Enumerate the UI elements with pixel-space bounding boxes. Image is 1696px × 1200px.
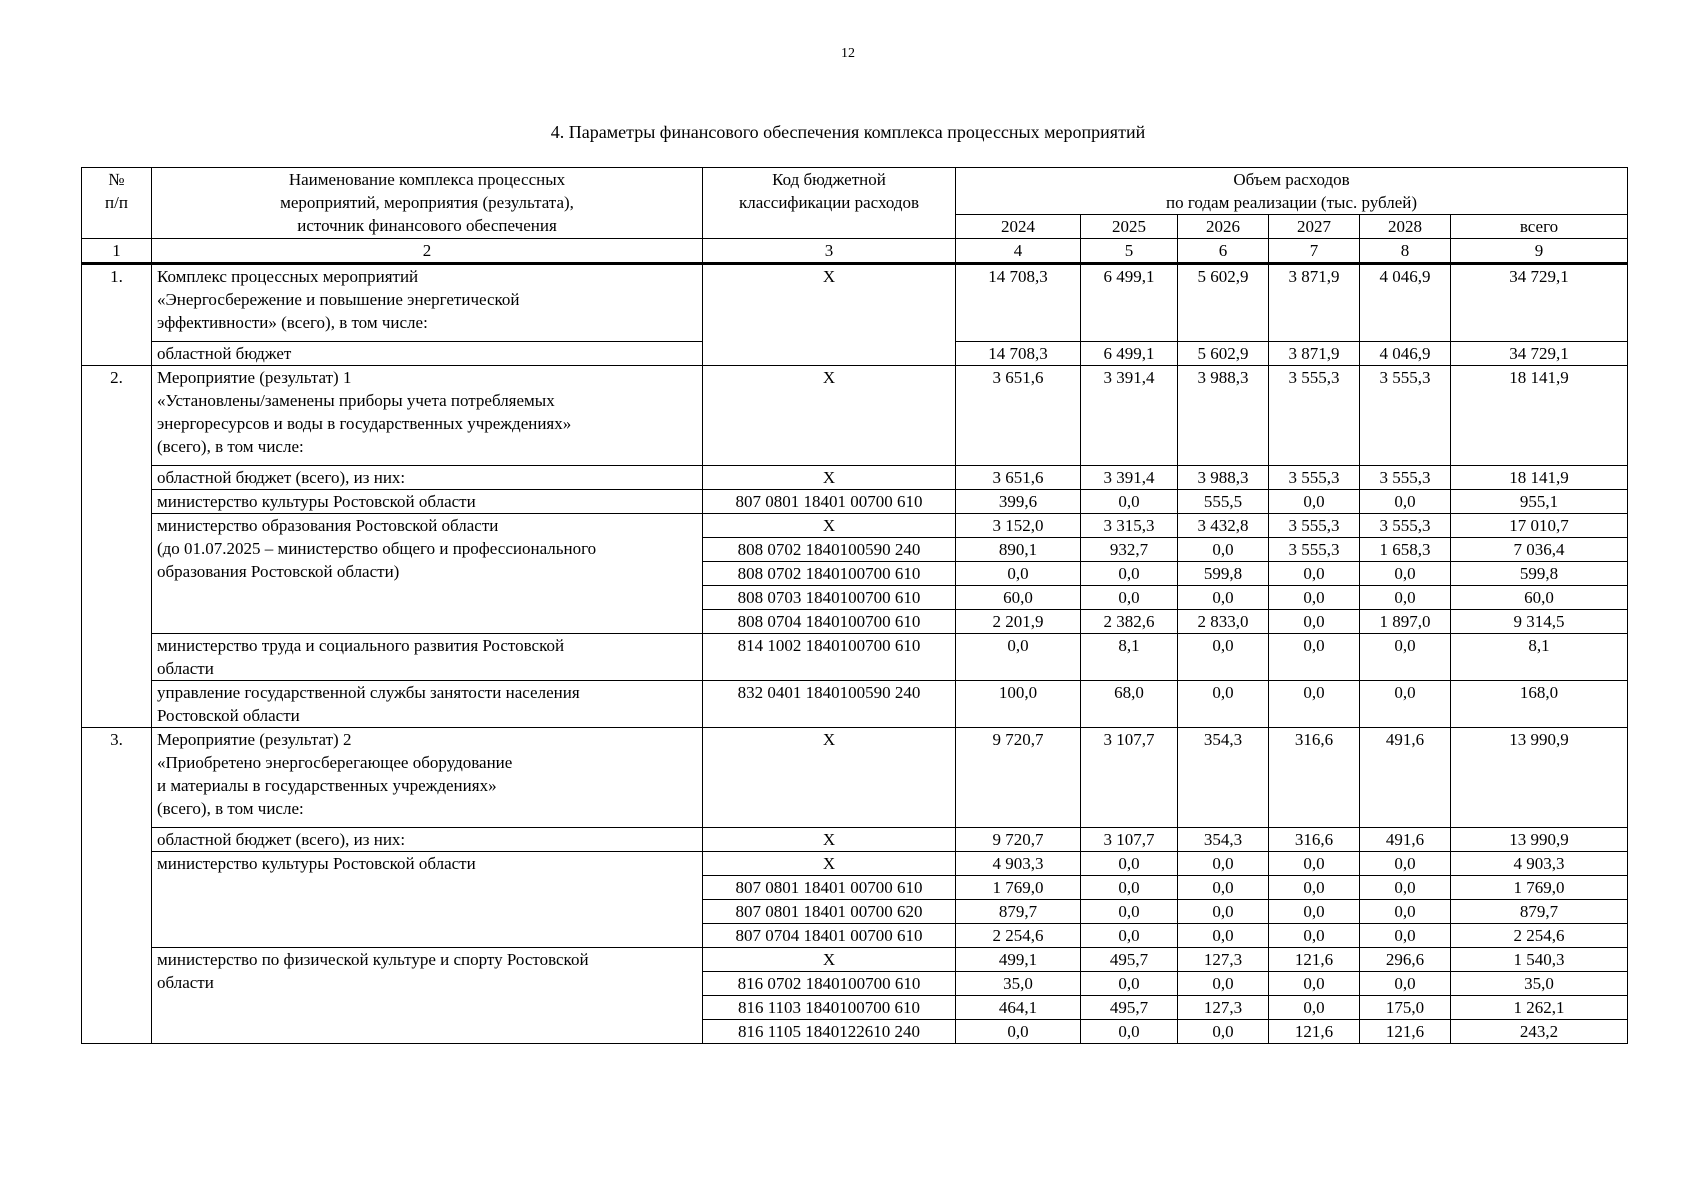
amount: 0,0 bbox=[1178, 1020, 1269, 1044]
amount: 3 555,3 bbox=[1360, 466, 1451, 490]
text-line: эффективности» (всего), в том числе: bbox=[157, 313, 428, 332]
amount: 316,6 bbox=[1269, 728, 1360, 828]
budget-code: 816 0702 1840100700 610 bbox=[703, 972, 956, 996]
amount: 0,0 bbox=[1360, 924, 1451, 948]
amount: 3 871,9 bbox=[1269, 264, 1360, 342]
table-row bbox=[82, 948, 1628, 972]
amount: 879,7 bbox=[956, 900, 1081, 924]
year-header: 2025 bbox=[1081, 215, 1178, 239]
budget-code: 807 0801 18401 00700 620 bbox=[703, 900, 956, 924]
text-line: п/п bbox=[105, 193, 128, 212]
amount: 599,8 bbox=[1178, 562, 1269, 586]
amount: 3 555,3 bbox=[1269, 514, 1360, 538]
amount: 0,0 bbox=[1269, 586, 1360, 610]
table-row bbox=[82, 514, 1628, 538]
amount: 3 871,9 bbox=[1269, 342, 1360, 366]
amount: 0,0 bbox=[1360, 562, 1451, 586]
amount: 0,0 bbox=[1178, 852, 1269, 876]
amount: 0,0 bbox=[956, 562, 1081, 586]
amount: 0,0 bbox=[1360, 852, 1451, 876]
amount: 3 988,3 bbox=[1178, 366, 1269, 466]
amount: 4 046,9 bbox=[1360, 342, 1451, 366]
text-line: «Энергосбережение и повышение энергетической bbox=[157, 290, 520, 309]
source-name bbox=[152, 342, 703, 366]
source-name bbox=[152, 852, 703, 948]
source-name bbox=[152, 681, 703, 728]
amount: 60,0 bbox=[1451, 586, 1628, 610]
budget-code: 808 0702 1840100590 240 bbox=[703, 538, 956, 562]
text-line: области bbox=[157, 659, 214, 678]
text-line: энергоресурсов и воды в государственных учреждениях» bbox=[157, 414, 572, 433]
header-row bbox=[82, 168, 1628, 215]
amount: 0,0 bbox=[1360, 490, 1451, 514]
amount: 3 432,8 bbox=[1178, 514, 1269, 538]
amount: 296,6 bbox=[1360, 948, 1451, 972]
amount: 17 010,7 bbox=[1451, 514, 1628, 538]
budget-code: X bbox=[703, 948, 956, 972]
amount: 316,6 bbox=[1269, 828, 1360, 852]
text-line: областной бюджет (всего), из них: bbox=[157, 830, 406, 849]
amount: 175,0 bbox=[1360, 996, 1451, 1020]
budget-code: X bbox=[703, 828, 956, 852]
text-line: управление государственной службы занятости населения bbox=[157, 683, 580, 702]
column-number: 1 bbox=[82, 239, 152, 264]
amount: 491,6 bbox=[1360, 828, 1451, 852]
amount: 0,0 bbox=[1081, 562, 1178, 586]
amount: 3 555,3 bbox=[1269, 538, 1360, 562]
item-name bbox=[152, 728, 703, 828]
amount: 3 555,3 bbox=[1269, 466, 1360, 490]
table-row bbox=[82, 681, 1628, 728]
amount: 3 555,3 bbox=[1360, 514, 1451, 538]
amount: 955,1 bbox=[1451, 490, 1628, 514]
amount: 68,0 bbox=[1081, 681, 1178, 728]
amount: 0,0 bbox=[1178, 900, 1269, 924]
text-line: министерство труда и социального развития Ростовской bbox=[157, 636, 565, 655]
row-number: 3. bbox=[82, 728, 152, 1044]
text-line: Объем расходов bbox=[1233, 170, 1350, 189]
amount: 8,1 bbox=[1081, 634, 1178, 681]
text-line: министерство культуры Ростовской области bbox=[157, 492, 476, 511]
amount: 0,0 bbox=[1081, 852, 1178, 876]
text-line: Мероприятие (результат) 2 bbox=[157, 730, 352, 749]
row-number: 1. bbox=[82, 264, 152, 366]
amount: 0,0 bbox=[956, 634, 1081, 681]
amount: 13 990,9 bbox=[1451, 728, 1628, 828]
amount: 0,0 bbox=[1178, 538, 1269, 562]
amount: 3 107,7 bbox=[1081, 828, 1178, 852]
budget-code: 807 0801 18401 00700 610 bbox=[703, 876, 956, 900]
text-line: по годам реализации (тыс. рублей) bbox=[1165, 193, 1418, 212]
amount: 0,0 bbox=[1081, 900, 1178, 924]
amount: 9 720,7 bbox=[956, 828, 1081, 852]
text-line: Наименование комплекса процессных bbox=[288, 170, 566, 189]
source-name bbox=[152, 514, 703, 634]
amount: 0,0 bbox=[1081, 490, 1178, 514]
text-line: министерство по физической культуре и спорту Ростовской bbox=[157, 950, 589, 969]
amount: 0,0 bbox=[1269, 996, 1360, 1020]
amount: 0,0 bbox=[1360, 681, 1451, 728]
amount: 0,0 bbox=[1178, 586, 1269, 610]
text-line: «Приобретено энергосберегающее оборудование bbox=[157, 753, 513, 772]
amount: 0,0 bbox=[1269, 634, 1360, 681]
amount: 35,0 bbox=[1451, 972, 1628, 996]
amount: 0,0 bbox=[1269, 900, 1360, 924]
amount: 0,0 bbox=[1178, 634, 1269, 681]
row-number: 2. bbox=[82, 366, 152, 728]
amount: 6 499,1 bbox=[1081, 264, 1178, 342]
amount: 2 833,0 bbox=[1178, 610, 1269, 634]
amount: 35,0 bbox=[956, 972, 1081, 996]
amount: 932,7 bbox=[1081, 538, 1178, 562]
text-line: источник финансового обеспечения bbox=[297, 216, 557, 235]
amount: 0,0 bbox=[1178, 924, 1269, 948]
amount: 0,0 bbox=[1081, 924, 1178, 948]
amount: 1 540,3 bbox=[1451, 948, 1628, 972]
amount: 60,0 bbox=[956, 586, 1081, 610]
text-line: области bbox=[157, 973, 214, 992]
amount: 1 658,3 bbox=[1360, 538, 1451, 562]
amount: 0,0 bbox=[1081, 876, 1178, 900]
budget-code: 814 1002 1840100700 610 bbox=[703, 634, 956, 681]
amount: 127,3 bbox=[1178, 948, 1269, 972]
amount: 8,1 bbox=[1451, 634, 1628, 681]
amount: 1 769,0 bbox=[956, 876, 1081, 900]
text-line: (до 01.07.2025 – министерство общего и профессионального bbox=[157, 539, 597, 558]
amount: 7 036,4 bbox=[1451, 538, 1628, 562]
column-number: 4 bbox=[956, 239, 1081, 264]
amount: 0,0 bbox=[1360, 876, 1451, 900]
budget-code: X bbox=[703, 728, 956, 828]
amount: 2 382,6 bbox=[1081, 610, 1178, 634]
amount: 354,3 bbox=[1178, 728, 1269, 828]
budget-code: 816 1105 1840122610 240 bbox=[703, 1020, 956, 1044]
header-volume bbox=[956, 168, 1628, 215]
financing-table bbox=[81, 167, 1628, 1044]
budget-code: 808 0703 1840100700 610 bbox=[703, 586, 956, 610]
amount: 879,7 bbox=[1451, 900, 1628, 924]
header-code bbox=[703, 168, 956, 239]
amount: 555,5 bbox=[1178, 490, 1269, 514]
text-line: (всего), в том числе: bbox=[157, 799, 304, 818]
text-line: министерство культуры Ростовской области bbox=[157, 854, 476, 873]
text-line: областной бюджет bbox=[157, 344, 292, 363]
amount: 9 314,5 bbox=[1451, 610, 1628, 634]
table-row bbox=[82, 728, 1628, 828]
amount: 495,7 bbox=[1081, 996, 1178, 1020]
amount: 127,3 bbox=[1178, 996, 1269, 1020]
budget-code: X bbox=[703, 366, 956, 466]
text-line: министерство образования Ростовской области bbox=[157, 516, 499, 535]
header-column-numbers-row bbox=[82, 239, 1628, 264]
amount: 0,0 bbox=[1269, 610, 1360, 634]
budget-code: X bbox=[703, 466, 956, 490]
amount: 0,0 bbox=[1081, 1020, 1178, 1044]
amount: 1 769,0 bbox=[1451, 876, 1628, 900]
amount: 168,0 bbox=[1451, 681, 1628, 728]
source-name bbox=[152, 948, 703, 1044]
amount: 0,0 bbox=[1081, 972, 1178, 996]
amount: 34 729,1 bbox=[1451, 342, 1628, 366]
amount: 3 555,3 bbox=[1269, 366, 1360, 466]
amount: 1 262,1 bbox=[1451, 996, 1628, 1020]
year-header: 2024 bbox=[956, 215, 1081, 239]
source-name bbox=[152, 490, 703, 514]
item-name bbox=[152, 264, 703, 342]
amount: 0,0 bbox=[1269, 876, 1360, 900]
table-row bbox=[82, 828, 1628, 852]
budget-code: 807 0704 18401 00700 610 bbox=[703, 924, 956, 948]
amount: 2 201,9 bbox=[956, 610, 1081, 634]
budget-code: 816 1103 1840100700 610 bbox=[703, 996, 956, 1020]
amount: 3 988,3 bbox=[1178, 466, 1269, 490]
text-line: Ростовской области bbox=[157, 706, 300, 725]
text-line: областной бюджет (всего), из них: bbox=[157, 468, 406, 487]
amount: 3 315,3 bbox=[1081, 514, 1178, 538]
amount: 0,0 bbox=[1269, 924, 1360, 948]
amount: 121,6 bbox=[1269, 948, 1360, 972]
text-line: «Установлены/заменены приборы учета потребляемых bbox=[157, 391, 555, 410]
amount: 14 708,3 bbox=[956, 342, 1081, 366]
year-header: 2027 bbox=[1269, 215, 1360, 239]
amount: 18 141,9 bbox=[1451, 366, 1628, 466]
year-header: всего bbox=[1451, 215, 1628, 239]
budget-code: X bbox=[703, 514, 956, 538]
amount: 1 897,0 bbox=[1360, 610, 1451, 634]
header-number bbox=[82, 168, 152, 239]
amount: 0,0 bbox=[1360, 900, 1451, 924]
amount: 5 602,9 bbox=[1178, 264, 1269, 342]
amount: 0,0 bbox=[1081, 586, 1178, 610]
amount: 495,7 bbox=[1081, 948, 1178, 972]
section-title: 4. Параметры финансового обеспечения комплекса процессных мероприятий bbox=[550, 122, 1146, 142]
amount: 3 107,7 bbox=[1081, 728, 1178, 828]
amount: 890,1 bbox=[956, 538, 1081, 562]
budget-code: X bbox=[703, 264, 956, 366]
table-row bbox=[82, 490, 1628, 514]
amount: 3 651,6 bbox=[956, 366, 1081, 466]
amount: 3 152,0 bbox=[956, 514, 1081, 538]
amount: 464,1 bbox=[956, 996, 1081, 1020]
column-number: 5 bbox=[1081, 239, 1178, 264]
table-row bbox=[82, 264, 1628, 342]
text-line: и материалы в государственных учреждениях» bbox=[157, 776, 497, 795]
column-number: 8 bbox=[1360, 239, 1451, 264]
amount: 6 499,1 bbox=[1081, 342, 1178, 366]
budget-code: 832 0401 1840100590 240 bbox=[703, 681, 956, 728]
text-line: мероприятий, мероприятия (результата), bbox=[280, 193, 574, 212]
amount: 0,0 bbox=[1360, 972, 1451, 996]
amount: 243,2 bbox=[1451, 1020, 1628, 1044]
amount: 0,0 bbox=[1178, 972, 1269, 996]
item-name bbox=[152, 366, 703, 466]
text-line: классификации расходов bbox=[738, 193, 920, 212]
amount: 0,0 bbox=[1269, 490, 1360, 514]
source-name bbox=[152, 634, 703, 681]
amount: 18 141,9 bbox=[1451, 466, 1628, 490]
column-number: 7 bbox=[1269, 239, 1360, 264]
budget-code: 808 0702 1840100700 610 bbox=[703, 562, 956, 586]
amount: 599,8 bbox=[1451, 562, 1628, 586]
amount: 354,3 bbox=[1178, 828, 1269, 852]
amount: 399,6 bbox=[956, 490, 1081, 514]
amount: 0,0 bbox=[1360, 586, 1451, 610]
header-name bbox=[152, 168, 703, 239]
column-number: 2 bbox=[152, 239, 703, 264]
table-body bbox=[82, 264, 1628, 1044]
source-name bbox=[152, 466, 703, 490]
amount: 13 990,9 bbox=[1451, 828, 1628, 852]
text-line: Код бюджетной bbox=[772, 170, 886, 189]
amount: 3 651,6 bbox=[956, 466, 1081, 490]
budget-code: 808 0704 1840100700 610 bbox=[703, 610, 956, 634]
amount: 121,6 bbox=[1360, 1020, 1451, 1044]
budget-code: 807 0801 18401 00700 610 bbox=[703, 490, 956, 514]
text-line: Мероприятие (результат) 1 bbox=[157, 368, 352, 387]
source-name bbox=[152, 828, 703, 852]
amount: 34 729,1 bbox=[1451, 264, 1628, 342]
column-number: 6 bbox=[1178, 239, 1269, 264]
amount: 2 254,6 bbox=[956, 924, 1081, 948]
text-line: Комплекс процессных мероприятий bbox=[157, 267, 419, 286]
amount: 0,0 bbox=[1178, 681, 1269, 728]
amount: 0,0 bbox=[1360, 634, 1451, 681]
budget-code: X bbox=[703, 852, 956, 876]
amount: 5 602,9 bbox=[1178, 342, 1269, 366]
table-row bbox=[82, 634, 1628, 681]
amount: 9 720,7 bbox=[956, 728, 1081, 828]
table-row bbox=[82, 466, 1628, 490]
amount: 4 903,3 bbox=[956, 852, 1081, 876]
year-header: 2028 bbox=[1360, 215, 1451, 239]
amount: 3 391,4 bbox=[1081, 466, 1178, 490]
table-row bbox=[82, 366, 1628, 466]
page-number: 12 bbox=[841, 46, 855, 61]
amount: 0,0 bbox=[1269, 972, 1360, 996]
amount: 100,0 bbox=[956, 681, 1081, 728]
amount: 0,0 bbox=[1269, 852, 1360, 876]
text-line: (всего), в том числе: bbox=[157, 437, 304, 456]
amount: 491,6 bbox=[1360, 728, 1451, 828]
amount: 2 254,6 bbox=[1451, 924, 1628, 948]
amount: 499,1 bbox=[956, 948, 1081, 972]
year-header: 2026 bbox=[1178, 215, 1269, 239]
amount: 0,0 bbox=[1178, 876, 1269, 900]
amount: 0,0 bbox=[1269, 681, 1360, 728]
table-row bbox=[82, 852, 1628, 876]
amount: 0,0 bbox=[1269, 562, 1360, 586]
amount: 3 555,3 bbox=[1360, 366, 1451, 466]
text-line: образования Ростовской области) bbox=[157, 562, 400, 581]
amount: 4 046,9 bbox=[1360, 264, 1451, 342]
amount: 3 391,4 bbox=[1081, 366, 1178, 466]
amount: 0,0 bbox=[956, 1020, 1081, 1044]
column-number: 3 bbox=[703, 239, 956, 264]
amount: 121,6 bbox=[1269, 1020, 1360, 1044]
column-number: 9 bbox=[1451, 239, 1628, 264]
amount: 14 708,3 bbox=[956, 264, 1081, 342]
text-line: № bbox=[108, 170, 125, 189]
amount: 4 903,3 bbox=[1451, 852, 1628, 876]
